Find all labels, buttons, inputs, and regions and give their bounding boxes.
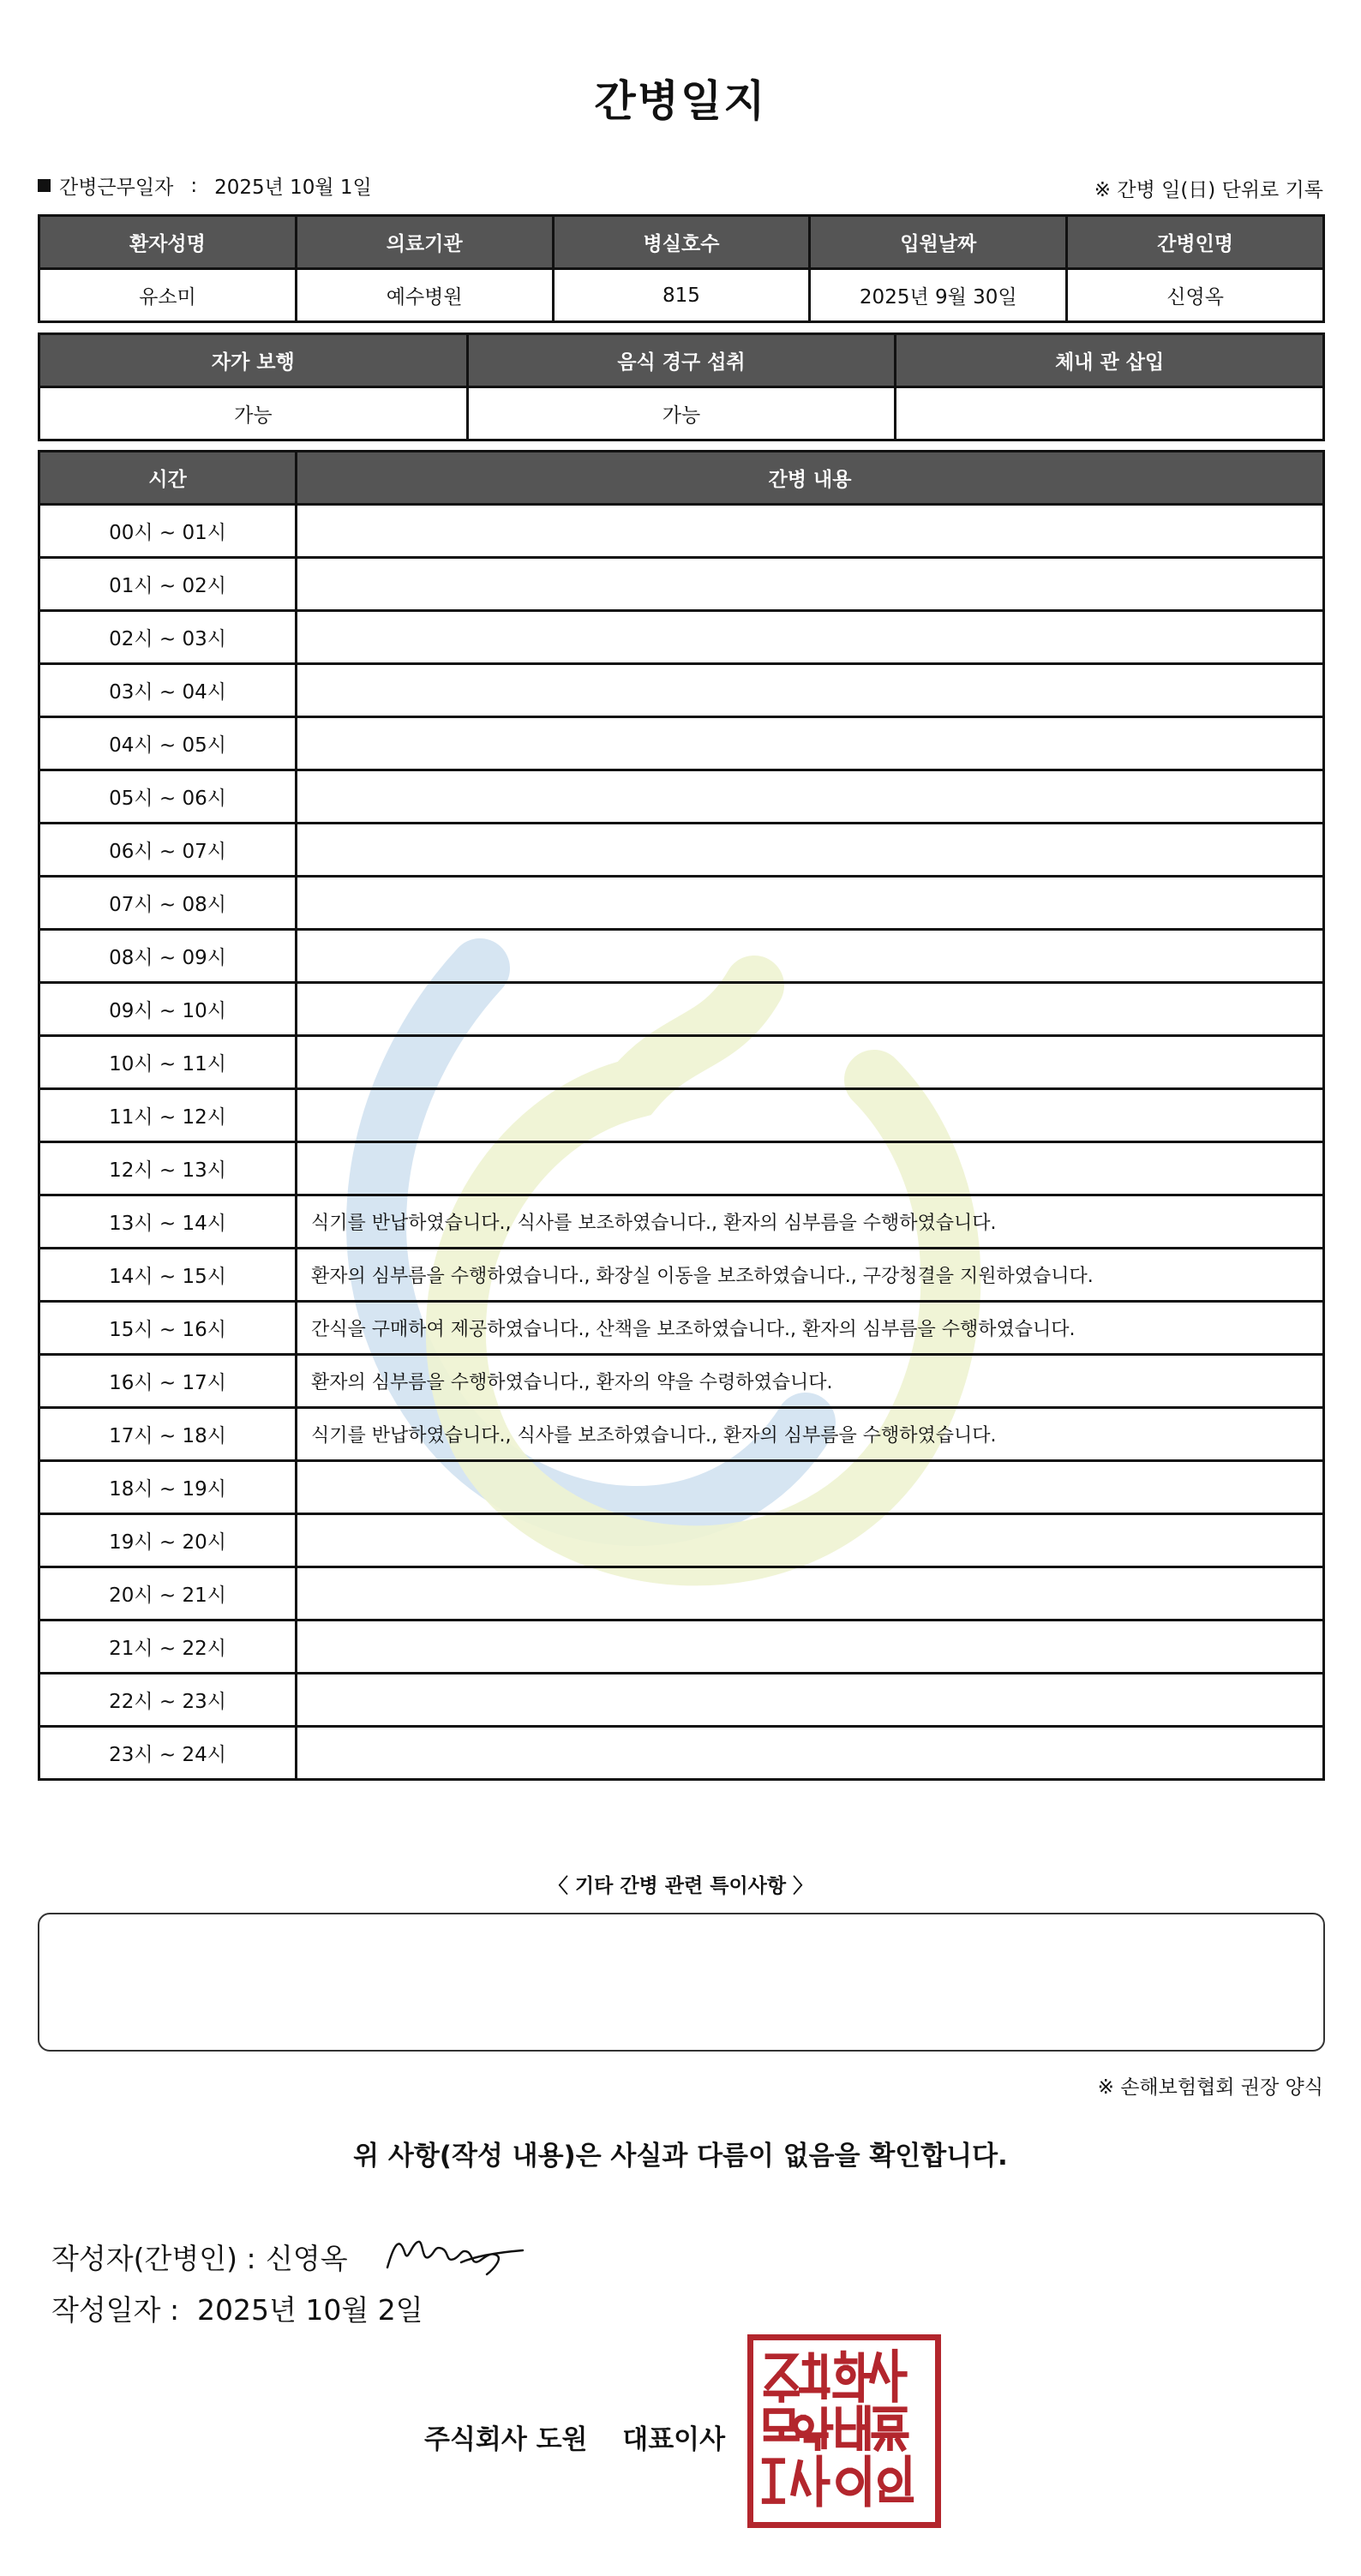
- written-date-row: [51, 2288, 423, 2328]
- table-row: [39, 505, 1324, 558]
- time-cell: 19시 ~ 20시: [39, 1514, 297, 1567]
- header-care-content: 간병 내용: [297, 452, 1324, 505]
- care-content-cell: [297, 930, 1324, 983]
- time-cell: 21시 ~ 22시: [39, 1620, 297, 1674]
- table-row: [39, 1142, 1324, 1195]
- admission-date: 2025년 9월 30일: [810, 269, 1067, 322]
- table-row: [39, 664, 1324, 717]
- care-content-cell: [297, 1674, 1324, 1727]
- table-row: [39, 1461, 1324, 1514]
- patient-name: 유소미: [39, 269, 297, 322]
- care-content-cell: 환자의 심부름을 수행하였습니다., 환자의 약을 수령하였습니다.: [297, 1355, 1324, 1408]
- work-date-row: [38, 171, 372, 200]
- oral-intake: 가능: [467, 387, 896, 440]
- table-row: [39, 1089, 1324, 1142]
- time-cell: 07시 ~ 08시: [39, 877, 297, 930]
- tube-insertion: [896, 387, 1324, 440]
- table-row: [39, 877, 1324, 930]
- header-patient-name: 환자성명: [39, 216, 297, 269]
- caregiver-name: 신영옥: [1067, 269, 1324, 322]
- time-cell: 04시 ~ 05시: [39, 717, 297, 770]
- remarks-title: 〈 기타 간병 관련 특이사항 〉: [548, 1875, 813, 1897]
- care-content-cell: [297, 717, 1324, 770]
- patient-info-table: [38, 214, 1325, 323]
- written-date-value: 2025년 10월 2일: [197, 2293, 423, 2327]
- patient-status-table: [38, 332, 1325, 441]
- time-cell: 08시 ~ 09시: [39, 930, 297, 983]
- written-date-label: 작성일자 :: [51, 2293, 180, 2327]
- time-cell: 02시 ~ 03시: [39, 611, 297, 664]
- header-time: 시간: [39, 452, 297, 505]
- time-cell: 16시 ~ 17시: [39, 1355, 297, 1408]
- care-content-cell: [297, 877, 1324, 930]
- work-date-value: 2025년 10월 1일: [214, 177, 372, 199]
- care-content-cell: [297, 983, 1324, 1036]
- care-content-cell: [297, 558, 1324, 611]
- table-row: [39, 1249, 1324, 1302]
- company-signature-line: [424, 2417, 725, 2456]
- unit-note: ※ 간병 일(日) 단위로 기록: [1094, 179, 1323, 201]
- time-cell: 03시 ~ 04시: [39, 664, 297, 717]
- table-row: [39, 1727, 1324, 1780]
- care-content-cell: [297, 1514, 1324, 1567]
- header-tube-insertion: 체내 관 삽입: [896, 334, 1324, 387]
- document-title: 간병일지: [594, 76, 767, 126]
- time-cell: 09시 ~ 10시: [39, 983, 297, 1036]
- work-date-label: 간병근무일자: [59, 177, 174, 199]
- writer-name: 신영옥: [266, 2241, 348, 2275]
- time-cell: 14시 ~ 15시: [39, 1249, 297, 1302]
- care-content-cell: 간식을 구매하여 제공하였습니다., 산책을 보조하였습니다., 환자의 심부름을 수행하였습니다.: [297, 1302, 1324, 1355]
- care-log-table: [38, 450, 1325, 1781]
- table-row: [39, 611, 1324, 664]
- colon: :: [190, 174, 198, 197]
- time-cell: 20시 ~ 21시: [39, 1567, 297, 1620]
- company-name: 주식회사 도원: [424, 2424, 588, 2455]
- table-row: [39, 1355, 1324, 1408]
- care-content-cell: 식기를 반납하였습니다., 식사를 보조하였습니다., 환자의 심부름을 수행하였습니다.: [297, 1408, 1324, 1461]
- writer-label: 작성자(간병인) :: [51, 2241, 256, 2275]
- table-row: [39, 1567, 1324, 1620]
- hospital: 예수병원: [296, 269, 553, 322]
- table-row: [39, 558, 1324, 611]
- table-row: [39, 983, 1324, 1036]
- time-cell: 22시 ~ 23시: [39, 1674, 297, 1727]
- care-content-cell: [297, 505, 1324, 558]
- time-cell: 23시 ~ 24시: [39, 1727, 297, 1780]
- care-content-cell: [297, 1727, 1324, 1780]
- square-bullet-icon: [38, 179, 51, 192]
- care-content-cell: [297, 664, 1324, 717]
- remarks-box: [38, 1913, 1325, 2052]
- time-cell: 06시 ~ 07시: [39, 824, 297, 877]
- care-content-cell: [297, 1461, 1324, 1514]
- care-content-cell: [297, 1036, 1324, 1089]
- table-row: [39, 1620, 1324, 1674]
- care-content-cell: [297, 1567, 1324, 1620]
- care-content-cell: [297, 1620, 1324, 1674]
- table-row: [39, 1195, 1324, 1249]
- writer-row: [51, 2226, 528, 2286]
- signature: [382, 2226, 528, 2286]
- time-cell: 13시 ~ 14시: [39, 1195, 297, 1249]
- time-cell: 10시 ~ 11시: [39, 1036, 297, 1089]
- care-content-cell: [297, 770, 1324, 824]
- header-room-number: 병실호수: [553, 216, 810, 269]
- table-row: [39, 770, 1324, 824]
- header-hospital: 의료기관: [296, 216, 553, 269]
- time-cell: 12시 ~ 13시: [39, 1142, 297, 1195]
- header-self-walking: 자가 보행: [39, 334, 468, 387]
- care-content-cell: [297, 824, 1324, 877]
- table-row: [39, 1674, 1324, 1727]
- table-row: [39, 1514, 1324, 1567]
- care-content-cell: [297, 611, 1324, 664]
- care-content-cell: 환자의 심부름을 수행하였습니다., 화장실 이동을 보조하였습니다., 구강청결을 지원하였습니다.: [297, 1249, 1324, 1302]
- confirmation-statement: 위 사항(작성 내용)은 사실과 다름이 없음을 확인합니다.: [353, 2141, 1008, 2172]
- header-caregiver-name: 간병인명: [1067, 216, 1324, 269]
- time-cell: 00시 ~ 01시: [39, 505, 297, 558]
- table-row: [39, 1302, 1324, 1355]
- self-walking: 가능: [39, 387, 468, 440]
- care-content-cell: [297, 1142, 1324, 1195]
- table-row: [39, 824, 1324, 877]
- time-cell: 11시 ~ 12시: [39, 1089, 297, 1142]
- time-cell: 05시 ~ 06시: [39, 770, 297, 824]
- company-seal: [747, 2334, 941, 2528]
- care-content-cell: [297, 1089, 1324, 1142]
- table-row: [39, 717, 1324, 770]
- time-cell: 18시 ~ 19시: [39, 1461, 297, 1514]
- header-oral-intake: 음식 경구 섭취: [467, 334, 896, 387]
- table-row: [39, 1408, 1324, 1461]
- table-row: [39, 1036, 1324, 1089]
- form-note: ※ 손해보험협회 권장 양식: [1097, 2076, 1323, 2099]
- time-cell: 01시 ~ 02시: [39, 558, 297, 611]
- room-number: 815: [553, 269, 810, 322]
- header-admission-date: 입원날짜: [810, 216, 1067, 269]
- time-cell: 15시 ~ 16시: [39, 1302, 297, 1355]
- company-rep-title: 대표이사: [622, 2424, 726, 2455]
- table-row: [39, 930, 1324, 983]
- time-cell: 17시 ~ 18시: [39, 1408, 297, 1461]
- care-content-cell: 식기를 반납하였습니다., 식사를 보조하였습니다., 환자의 심부름을 수행하였습니다.: [297, 1195, 1324, 1249]
